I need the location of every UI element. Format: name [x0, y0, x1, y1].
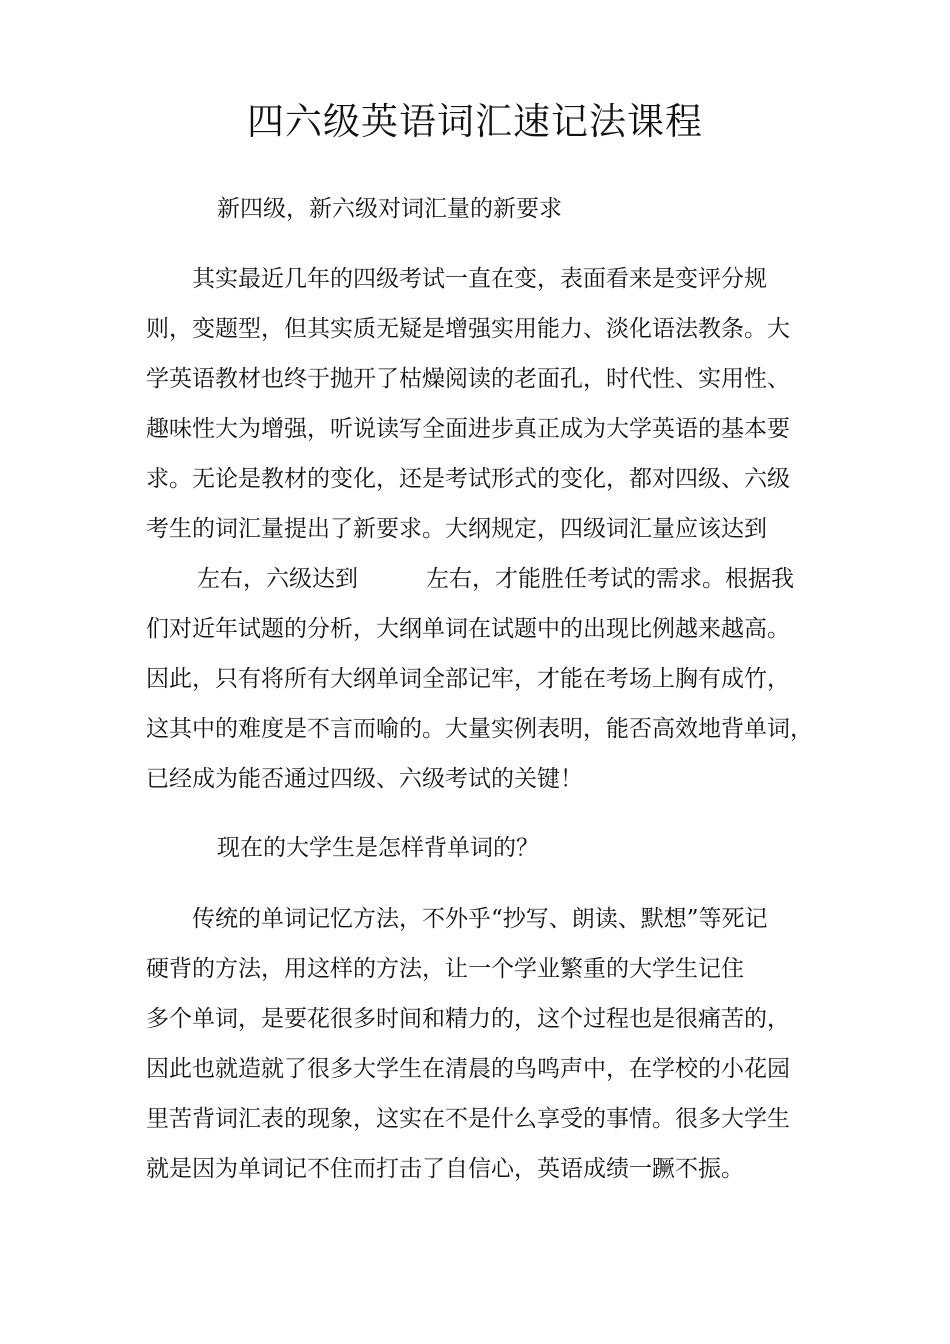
paragraph-line: 趣味性大为增强，听说读写全面进步真正成为大学英语的基本要 — [146, 416, 790, 442]
paragraph-line-fragment: 左右，才能胜任考试的需求。根据我 — [426, 566, 794, 592]
document-title: 四六级英语词汇速记法课程 — [247, 100, 703, 143]
paragraph-line: 传统的单词记忆方法，不外乎“抄写、朗读、默想”等死记 — [192, 906, 768, 932]
paragraph-line-fragment: 左右，六级达到 — [197, 566, 358, 592]
paragraph-line: 学英语教材也终于抛开了枯燥阅读的老面孔，时代性、实用性、 — [146, 366, 790, 392]
paragraph-line: 因此，只有将所有大纲单词全部记牢，才能在考场上胸有成竹， — [146, 666, 790, 692]
paragraph-line: 已经成为能否通过四级、六级考试的关键！ — [146, 766, 583, 792]
paragraph-line: 因此也就造就了很多大学生在清晨的鸟鸣声中，在学校的小花园 — [146, 1056, 790, 1082]
paragraph-line: 多个单词，是要花很多时间和精力的，这个过程也是很痛苦的， — [146, 1006, 790, 1032]
section-heading: 现在的大学生是怎样背单词的？ — [217, 835, 539, 861]
paragraph-line: 则，变题型，但其实质无疑是增强实用能力、淡化语法教条。大 — [146, 316, 790, 342]
paragraph-line: 们对近年试题的分析，大纲单词在试题中的出现比例越来越高。 — [146, 616, 790, 642]
paragraph-line: 硬背的方法，用这样的方法，让一个学业繁重的大学生记住 — [146, 956, 744, 982]
paragraph-line: 这其中的难度是不言而喻的。大量实例表明，能否高效地背单词， — [146, 716, 813, 742]
section-heading: 新四级，新六级对词汇量的新要求 — [217, 196, 562, 222]
paragraph-line: 求。无论是教材的变化，还是考试形式的变化，都对四级、六级 — [146, 466, 790, 492]
paragraph-line: 就是因为单词记不住而打击了自信心，英语成绩一蹶不振。 — [146, 1156, 744, 1182]
paragraph-line: 考生的词汇量提出了新要求。大纲规定，四级词汇量应该达到 — [146, 516, 767, 542]
paragraph-line: 里苦背词汇表的现象，这实在不是什么享受的事情。很多大学生 — [146, 1106, 790, 1132]
paragraph-line: 其实最近几年的四级考试一直在变，表面看来是变评分规 — [192, 266, 767, 292]
